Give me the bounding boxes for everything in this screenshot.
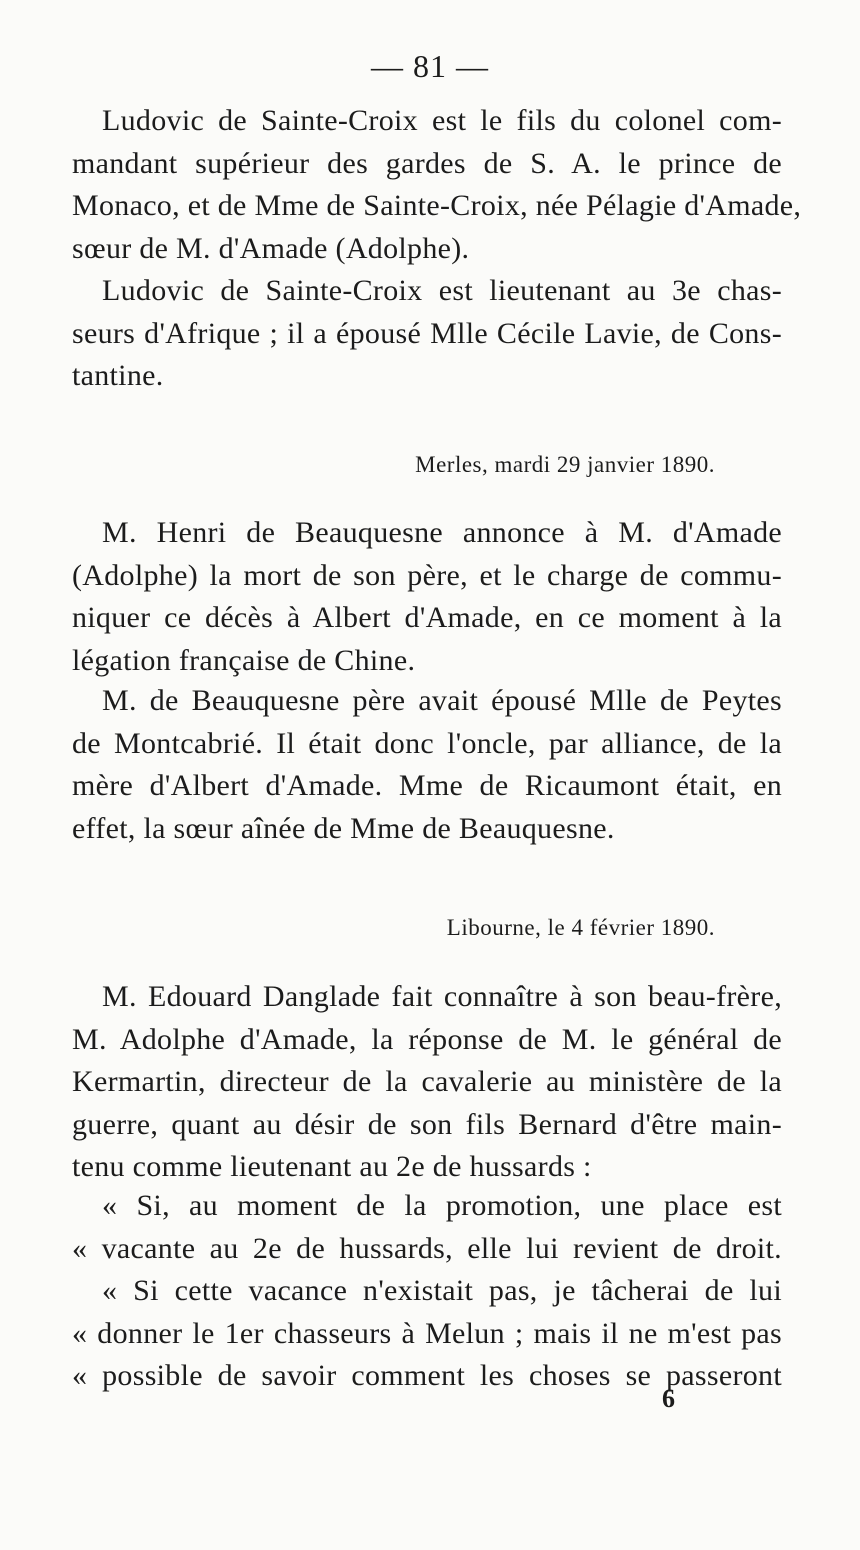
text-line: M. Edouard Danglade fait connaître à son beau-frère, [102, 980, 782, 1013]
quote-line: « possible de savoir comment les choses se passeront [72, 1359, 782, 1392]
signature-mark: 6 [662, 1384, 675, 1413]
text-line: effet, la sœur aînée de Mme de Beauquesne. [72, 811, 615, 845]
text-line: Ludovic de Sainte-Croix est lieutenant au 3e chas- [102, 274, 782, 307]
paragraph-1 [72, 100, 802, 270]
text-line: (Adolphe) la mort de son père, et le charge de commu- [72, 558, 782, 592]
quote-line: « donner le 1er chasseurs à Melun ; mais il ne m'est pas [72, 1316, 782, 1350]
paragraph-4 [72, 680, 782, 850]
text-line: Kermartin, directeur de la cavalerie au ministère de la [72, 1065, 782, 1098]
quotation [72, 1185, 782, 1398]
paragraph-3 [72, 512, 782, 682]
text-line: tenu comme lieutenant au 2e de hussards : [72, 1150, 592, 1183]
text-line: M. de Beauquesne père avait épousé Mlle de Peytes [102, 684, 782, 717]
text-line: tantine. [72, 359, 164, 392]
quote-line: « Si cette vacance n'existait pas, je tâcherai de lui [102, 1274, 782, 1307]
text-line: M. Adolphe d'Amade, la réponse de M. le général de [72, 1022, 782, 1056]
text-line: mère d'Albert d'Amade. Mme de Ricaumont était, en [72, 769, 782, 802]
text-line: de Montcabrié. Il était donc l'oncle, par alliance, de la [72, 726, 782, 760]
text-line: seurs d'Afrique ; il a épousé Mlle Cécile Lavie, de Cons- [72, 316, 782, 350]
text-line: M. Henri de Beauquesne annonce à M. d'Amade [102, 516, 782, 549]
text-line: guerre, quant au désir de son fils Bernard d'être main- [72, 1107, 782, 1141]
text-line: sœur de M. d'Amade (Adolphe). [72, 231, 470, 265]
text-line: Monaco, et de Mme de Sainte-Croix, née Pélagie d'Amade, [72, 189, 802, 222]
text-line: mandant supérieur des gardes de S. A. le prince de [72, 146, 782, 180]
text-line: niquer ce décès à Albert d'Amade, en ce moment à la [72, 601, 782, 634]
text-line: légation française de Chine. [72, 643, 416, 677]
text-line: Ludovic de Sainte-Croix est le fils du colonel com- [102, 104, 782, 137]
dateline-libourne: Libourne, le 4 février 1890. [446, 915, 715, 940]
paragraph-5 [72, 976, 782, 1189]
quote-line: « Si, au moment de la promotion, une place est [102, 1189, 782, 1222]
quote-line: « vacante au 2e de hussards, elle lui revient de droit. [72, 1231, 782, 1265]
dateline-merles: Merles, mardi 29 janvier 1890. [415, 452, 715, 477]
page-number-header: — 81 — [371, 48, 489, 84]
paragraph-2 [72, 270, 782, 398]
